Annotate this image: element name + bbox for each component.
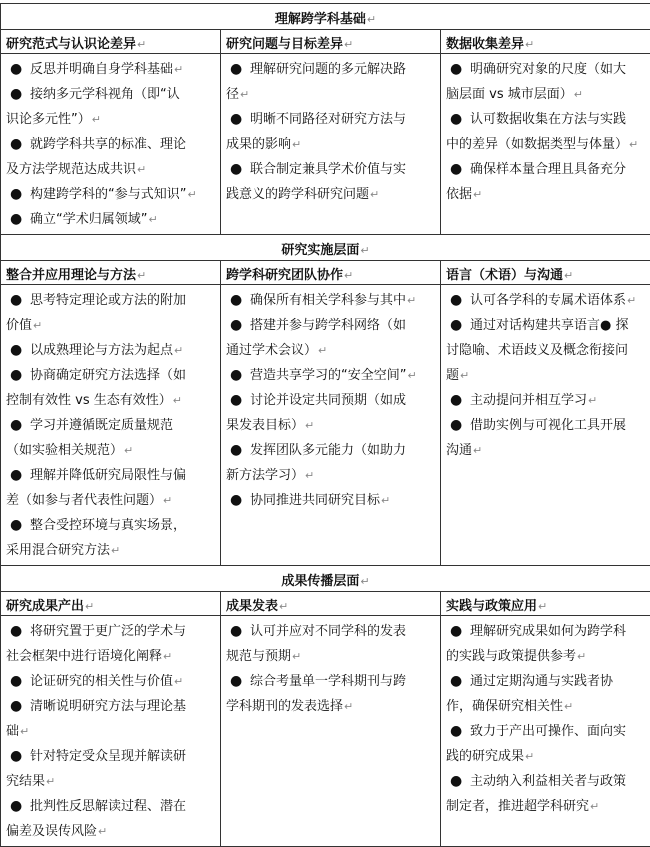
list-item [6,338,216,363]
list-item-continuation [6,313,216,338]
paragraph-mark: ↵ [163,650,172,663]
list-item-text: 联合制定兼具学术价值与实 [250,162,406,177]
paragraph-mark: ↵ [473,188,482,201]
list-item [6,794,216,819]
bullet-list [226,619,436,719]
list-item-continuation [6,538,216,563]
column-header: 语言（术语）与沟通 [446,268,563,283]
paragraph-mark: ↵ [577,650,586,663]
section-title: 研究实施层面 [281,243,359,258]
paragraph-mark: ↵ [85,600,94,613]
list-item-text: 协同推进共同研究目标 [250,493,380,508]
list-item-text: 反思并明确自身学科基础 [30,62,173,77]
list-item [226,488,436,513]
list-item-text: 制定者，推进超学科研究 [446,799,589,814]
column-header: 研究问题与目标差异 [226,37,343,52]
list-item-text: 沟通 [446,443,472,458]
bullet-icon: ● [230,669,242,694]
paragraph-mark: ↵ [460,369,469,382]
list-item-text: 及方法学规范达成共识 [6,162,136,177]
list-item-text: 确保样本量合理且具备充分 [470,162,626,177]
bullet-icon: ● [230,438,242,463]
list-item [446,719,646,744]
paragraph-mark: ↵ [627,294,636,307]
paragraph-mark: ↵ [538,600,547,613]
paragraph-mark: ↵ [588,394,597,407]
list-item-text: 依据 [446,187,472,202]
list-item-text: 通过学术会议） [226,343,317,358]
list-item-text: 偏差及误传风险 [6,824,97,839]
list-item-continuation [6,488,216,513]
list-item-continuation [226,182,436,207]
column-header: 实践与政策应用 [446,599,537,614]
bullet-icon: ● [230,157,242,182]
content-row [1,616,650,847]
paragraph-mark: ↵ [360,244,369,257]
bullet-icon: ● [230,57,242,82]
content-cell [221,616,441,847]
bullet-icon: ● [230,388,242,413]
bullet-icon: ● [450,388,462,413]
bullet-list [226,57,436,207]
paragraph-mark: ↵ [574,88,583,101]
paragraph-mark: ↵ [148,213,157,226]
column-header: 研究成果产出 [6,599,84,614]
bullet-list [446,619,646,819]
list-item-text: 认可各学科的专属术语体系 [470,293,626,308]
paragraph-mark: ↵ [590,800,599,813]
paragraph-mark: ↵ [137,269,146,282]
content-row [1,54,650,235]
column-header-row [1,261,650,285]
bullet-icon: ● [450,413,462,438]
content-cell [1,616,221,847]
paragraph-mark: ↵ [525,750,534,763]
bullet-icon: ● [450,157,462,182]
list-item-text: 就跨学科共享的标准、理论 [30,137,186,152]
list-item [226,57,436,82]
list-item [226,157,436,182]
paragraph-mark: ↵ [111,544,120,557]
list-item-text: 作，确保研究相关性 [446,699,563,714]
content-cell [1,285,221,566]
content-row [1,285,650,566]
list-item [446,157,646,182]
bullet-list [226,288,436,513]
list-item-continuation [446,363,646,388]
paragraph-mark: ↵ [174,675,183,688]
list-item-text: 借助实例与可视化工具开展 [470,418,626,433]
paragraph-mark: ↵ [240,88,249,101]
list-item-continuation [6,769,216,794]
list-item-text: 清晰说明研究方法与理论基 [30,699,186,714]
list-item [6,463,216,488]
content-cell [441,285,650,566]
column-header-row [1,30,650,54]
bullet-list [6,288,216,563]
list-item-text: 究结果 [6,774,45,789]
list-item-text: 论证研究的相关性与价值 [30,674,173,689]
bullet-icon: ● [230,619,242,644]
bullet-icon: ● [10,288,22,313]
list-item [6,694,216,719]
list-item-text: 践意义的跨学科研究问题 [226,187,369,202]
list-item-continuation [6,157,216,182]
bullet-list [6,57,216,232]
list-item-text: 理解研究问题的多元解决路 [250,62,406,77]
list-item-text: 针对特定受众呈现并解读研 [30,749,186,764]
content-cell [221,54,441,235]
bullet-icon: ● [450,669,462,694]
content-cell [441,616,650,847]
list-item-text: 学习并遵循既定质量规范 [30,418,173,433]
section-title-row [1,566,650,592]
content-cell [1,54,221,235]
bullet-icon: ● [450,288,462,313]
column-header: 研究范式与认识论差异 [6,37,136,52]
list-item-text: 题 [446,368,459,383]
bullet-icon: ● [10,694,22,719]
column-header: 整合并应用理论与方法 [6,268,136,283]
bullet-icon: ● [230,313,242,338]
list-item [226,388,436,413]
paragraph-mark: ↵ [92,113,101,126]
list-item-continuation [226,413,436,438]
column-header: 成果发表 [226,599,278,614]
paragraph-mark: ↵ [292,650,301,663]
bullet-icon: ● [10,82,22,107]
list-item [6,363,216,388]
list-item-text: 致力于产出可操作、面向实 [470,724,626,739]
paragraph-mark: ↵ [173,394,182,407]
list-item-continuation [446,694,646,719]
bullet-icon: ● [450,107,462,132]
list-item-text: 理解并降低研究局限性与偏 [30,468,186,483]
paragraph-mark: ↵ [344,38,353,51]
list-item-continuation [446,794,646,819]
paragraph-mark: ↵ [137,38,146,51]
bullet-icon: ● [230,488,242,513]
bullet-icon: ● [10,669,22,694]
framework-table-body [1,4,650,847]
bullet-icon: ● [10,338,22,363]
list-item [6,182,216,207]
bullet-icon: ● [10,413,22,438]
list-item-continuation [6,388,216,413]
list-item-text: 社会框架中进行语境化阐释 [6,649,162,664]
list-item-text: 主动提问并相互学习 [470,393,587,408]
list-item-text: 脑层面 vs 城市层面） [446,87,573,102]
list-item-text: 新方法学习） [226,468,304,483]
list-item-text: 将研究置于更广泛的学术与 [30,624,186,639]
paragraph-mark: ↵ [564,700,573,713]
bullet-icon: ● [450,719,462,744]
list-item-continuation [6,644,216,669]
list-item [446,669,646,694]
list-item-text: 规范与预期 [226,649,291,664]
paragraph-mark: ↵ [525,38,534,51]
list-item [6,413,216,438]
list-item-continuation [6,819,216,844]
list-item-text: 营造共享学习的“安全空间” [250,368,406,383]
list-item [446,288,646,313]
list-item-text: 批判性反思解读过程、潜在 [30,799,186,814]
list-item [446,107,646,132]
column-header-cell [441,592,650,616]
section-title-cell [1,566,650,592]
paragraph-mark: ↵ [381,494,390,507]
list-item-continuation [446,338,646,363]
paragraph-mark: ↵ [137,163,146,176]
list-item-continuation [226,132,436,157]
bullet-icon: ● [10,363,22,388]
list-item [6,132,216,157]
list-item [226,669,436,694]
paragraph-mark: ↵ [33,319,42,332]
paragraph-mark: ↵ [370,188,379,201]
bullet-icon: ● [10,182,22,207]
column-header-cell [221,30,441,54]
bullet-icon: ● [10,513,22,538]
paragraph-mark: ↵ [564,269,573,282]
column-header-row [1,592,650,616]
column-header-cell [441,261,650,285]
framework-table [0,3,650,847]
content-cell [221,285,441,566]
paragraph-mark: ↵ [292,138,301,151]
list-item-text: 控制有效性 vs 生态有效性） [6,393,172,408]
list-item-text: 径 [226,87,239,102]
list-item-continuation [446,744,646,769]
list-item [446,57,646,82]
list-item-text: 果发表目标） [226,418,304,433]
paragraph-mark: ↵ [98,825,107,838]
list-item-continuation [446,82,646,107]
list-item-text: 采用混合研究方法 [6,543,110,558]
list-item [6,288,216,313]
list-item [446,619,646,644]
list-item-continuation [226,694,436,719]
list-item-continuation [6,719,216,744]
list-item [446,388,646,413]
bullet-icon: ● [450,57,462,82]
list-item-text: （如实验相关规范） [6,443,123,458]
section-title-row [1,235,650,261]
list-item-text: 学科期刊的发表选择 [226,699,343,714]
list-item [6,207,216,232]
paragraph-mark: ↵ [367,13,376,26]
paragraph-mark: ↵ [318,344,327,357]
bullet-icon: ● [10,57,22,82]
list-item-text: 认可数据收集在方法与实践 [470,112,626,127]
column-header-cell [441,30,650,54]
list-item-continuation [6,107,216,132]
paragraph-mark: ↵ [279,600,288,613]
list-item-continuation [226,644,436,669]
list-item [6,619,216,644]
list-item [226,107,436,132]
list-item-text: 讨论并设定共同预期（如成 [250,393,406,408]
bullet-icon: ● [450,313,462,338]
list-item [446,769,646,794]
paragraph-mark: ↵ [407,369,416,382]
paragraph-mark: ↵ [124,444,133,457]
list-item-continuation [446,132,646,157]
paragraph-mark: ↵ [174,63,183,76]
paragraph-mark: ↵ [163,494,172,507]
bullet-icon: ● [450,769,462,794]
section-title: 成果传播层面 [281,574,359,589]
list-item-text: 中的差异（如数据类型与体量） [446,137,628,152]
list-item-text: 接纳多元学科视角（即“认 [30,87,180,102]
list-item-text: 以成熟理论与方法为起点 [30,343,173,358]
list-item [226,619,436,644]
list-item-continuation [6,438,216,463]
paragraph-mark: ↵ [305,419,314,432]
list-item-text: 讨隐喻、术语歧义及概念衔接问 [446,343,628,358]
list-item-text: 通过对话构建共享语言● 探 [470,318,628,333]
content-cell [441,54,650,235]
list-item-text: 明确研究对象的尺度（如大 [470,62,626,77]
list-item-text: 构建跨学科的“参与式知识” [30,187,186,202]
bullet-icon: ● [10,619,22,644]
column-header: 数据收集差异 [446,37,524,52]
bullet-icon: ● [450,619,462,644]
list-item-text: 确保所有相关学科参与其中 [250,293,406,308]
bullet-icon: ● [10,794,22,819]
list-item-text: 成果的影响 [226,137,291,152]
list-item [6,744,216,769]
list-item-text: 综合考量单一学科期刊与跨 [250,674,406,689]
column-header-cell [1,30,221,54]
bullet-icon: ● [10,207,22,232]
list-item [6,57,216,82]
paragraph-mark: ↵ [305,469,314,482]
list-item-continuation [226,463,436,488]
paragraph-mark: ↵ [46,775,55,788]
list-item [226,363,436,388]
paragraph-mark: ↵ [174,344,183,357]
paragraph-mark: ↵ [629,138,638,151]
list-item [446,313,646,338]
list-item [6,82,216,107]
paragraph-mark: ↵ [20,725,29,738]
list-item-text: 践的研究成果 [446,749,524,764]
bullet-icon: ● [10,744,22,769]
list-item [226,288,436,313]
list-item-text: 整合受控环境与真实场景， [30,518,186,533]
list-item-continuation [446,182,646,207]
bullet-list [446,57,646,207]
bullet-icon: ● [10,132,22,157]
bullet-icon: ● [10,463,22,488]
bullet-list [6,619,216,844]
column-header-cell [221,261,441,285]
paragraph-mark: ↵ [407,294,416,307]
section-title-cell [1,4,650,30]
list-item-text: 础 [6,724,19,739]
bullet-list [446,288,646,463]
list-item-text: 主动纳入利益相关者与政策 [470,774,626,789]
section-title-cell [1,235,650,261]
list-item-text: 确立“学术归属领域” [30,212,147,227]
list-item-text: 协商确定研究方法选择（如 [30,368,186,383]
paragraph-mark: ↵ [473,444,482,457]
paragraph-mark: ↵ [360,575,369,588]
list-item [6,513,216,538]
list-item [6,669,216,694]
paragraph-mark: ↵ [187,188,196,201]
column-header: 跨学科研究团队协作 [226,268,343,283]
column-header-cell [1,261,221,285]
list-item-text: 价值 [6,318,32,333]
list-item-continuation [226,82,436,107]
section-title-row [1,4,650,30]
bullet-icon: ● [230,363,242,388]
list-item-text: 的实践与政策提供参考 [446,649,576,664]
bullet-icon: ● [230,288,242,313]
list-item-text: 明晰不同路径对研究方法与 [250,112,406,127]
section-title: 理解跨学科基础 [275,12,366,27]
list-item-text: 认可并应对不同学科的发表 [250,624,406,639]
column-header-cell [1,592,221,616]
list-item [226,438,436,463]
paragraph-mark: ↵ [344,700,353,713]
column-header-cell [221,592,441,616]
list-item-text: 思考特定理论或方法的附加 [30,293,186,308]
list-item-text: 通过定期沟通与实践者协 [470,674,613,689]
list-item [226,313,436,338]
list-item-text: 识论多元性”） [6,112,91,127]
list-item-text: 搭建并参与跨学科网络（如 [250,318,406,333]
list-item-continuation [446,644,646,669]
list-item-text: 理解研究成果如何为跨学科 [470,624,626,639]
list-item-continuation [226,338,436,363]
list-item-text: 发挥团队多元能力（如助力 [250,443,406,458]
list-item-text: 差（如参与者代表性问题） [6,493,162,508]
list-item-continuation [446,438,646,463]
paragraph-mark: ↵ [344,269,353,282]
list-item [446,413,646,438]
bullet-icon: ● [230,107,242,132]
